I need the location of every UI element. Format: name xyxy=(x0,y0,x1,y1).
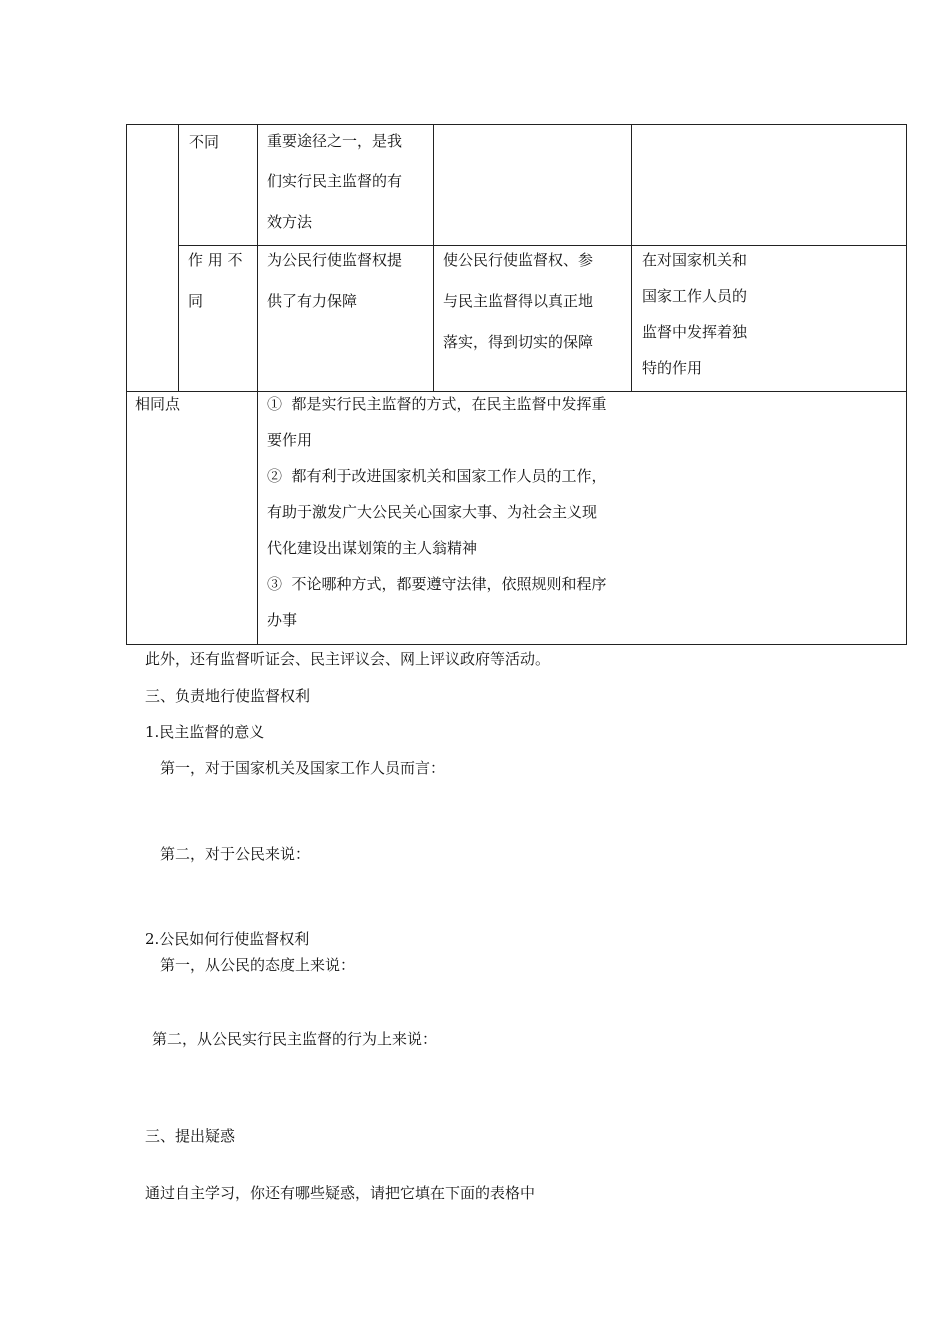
row2-label-cell xyxy=(178,245,258,392)
row1-label: 不同 xyxy=(189,133,220,151)
section-heading-supervision: 三、负责地行使监督权利 xyxy=(145,687,311,705)
row2-col2-cell xyxy=(433,245,632,392)
row1-col3-cell xyxy=(631,124,907,246)
row1-col1-line: 重要途径之一，是我 xyxy=(267,132,403,150)
row1-col1-line: 效方法 xyxy=(267,213,313,231)
row2-col3-cell xyxy=(631,245,907,392)
same-line: ① 都是实行民主监督的方式，在民主监督中发挥重 xyxy=(267,395,607,413)
row1-label-cell xyxy=(178,124,258,246)
table-left-blank-cell xyxy=(126,124,179,392)
significance-point-1: 第一，对于国家机关及国家工作人员而言： xyxy=(160,759,446,777)
subsection-significance: 1.民主监督的意义 xyxy=(145,723,265,741)
row2-label-line: 同 xyxy=(188,292,204,310)
same-line: 有助于激发广大公民关心国家大事、为社会主义现 xyxy=(267,503,598,521)
same-line: 办事 xyxy=(267,611,298,629)
row2-col3-line: 特的作用 xyxy=(642,359,703,377)
row2-col3-line: 在对国家机关和 xyxy=(642,251,748,269)
row2-col1-line: 为公民行使监督权提 xyxy=(267,251,403,269)
comparison-table xyxy=(126,124,907,645)
same-content-cell xyxy=(257,391,907,645)
row1-col1-cell xyxy=(257,124,434,246)
row2-col2-line: 与民主监督得以真正地 xyxy=(443,292,594,310)
row2-col2-line: 使公民行使监督权、参 xyxy=(443,251,594,269)
row2-col3-line: 监督中发挥着独 xyxy=(642,323,748,341)
same-label-cell xyxy=(126,391,258,645)
subsection-how-to-exercise: 2.公民如何行使监督权利 xyxy=(145,930,310,948)
same-line: ③ 不论哪种方式，都要遵守法律，依照规则和程序 xyxy=(267,575,607,593)
same-line: 代化建设出谋划策的主人翁精神 xyxy=(267,539,478,557)
significance-point-2: 第二，对于公民来说： xyxy=(160,845,311,863)
exercise-point-2: 第二，从公民实行民主监督的行为上来说： xyxy=(152,1030,438,1048)
paragraph-extra-activities: 此外，还有监督听证会、民主评议会、网上评议政府等活动。 xyxy=(145,650,551,668)
same-label: 相同点 xyxy=(135,395,181,413)
same-line: ② 都有利于改进国家机关和国家工作人员的工作， xyxy=(267,467,607,485)
row2-col1-cell xyxy=(257,245,434,392)
row1-col2-cell xyxy=(433,124,632,246)
paragraph-questions-instruction: 通过自主学习，你还有哪些疑惑，请把它填在下面的表格中 xyxy=(145,1184,536,1202)
section-heading-questions: 三、提出疑惑 xyxy=(145,1127,236,1145)
row2-label-line: 作 用 不 xyxy=(188,251,243,269)
row2-col3-line: 国家工作人员的 xyxy=(642,287,748,305)
same-line: 要作用 xyxy=(267,431,313,449)
row2-col1-line: 供了有力保障 xyxy=(267,292,358,310)
exercise-point-1: 第一，从公民的态度上来说： xyxy=(160,956,356,974)
row1-col1-line: 们实行民主监督的有 xyxy=(267,172,403,190)
row2-col2-line: 落实，得到切实的保障 xyxy=(443,333,594,351)
